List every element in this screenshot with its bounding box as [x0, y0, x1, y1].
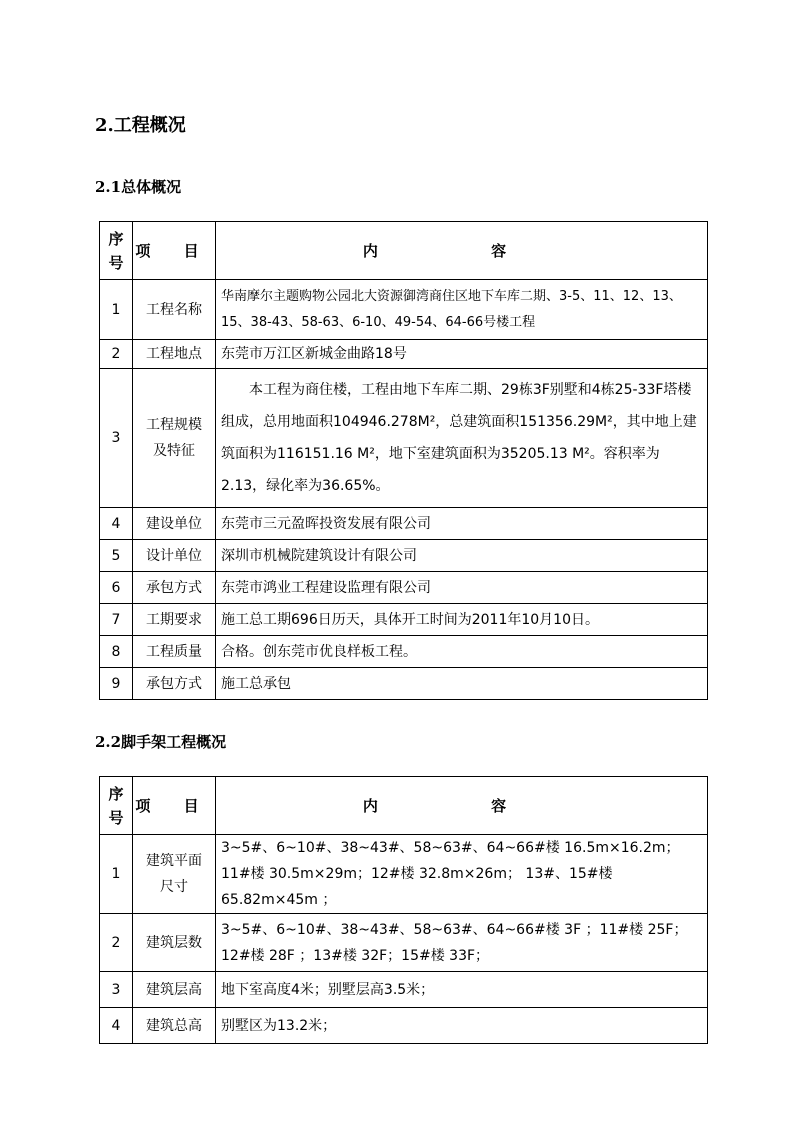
- row-item: 工程名称: [133, 280, 216, 340]
- page-heading: 2.工程概况: [95, 115, 186, 136]
- row-content: 东莞市万江区新城金曲路18号: [216, 340, 708, 369]
- table-header-row: [100, 222, 708, 280]
- table-row: [100, 604, 708, 636]
- header-content: 内 容: [216, 222, 708, 280]
- row-content: 深圳市机械院建筑设计有限公司: [216, 540, 708, 572]
- row-content: 3~5#、6~10#、38~43#、58~63#、64~66#楼 16.5m×16.2m；11#楼 30.5m×29m；12#楼 32.8m×26m； 13#、15#楼 65.82m×45m ；: [216, 835, 708, 914]
- row-item: 建筑总高: [133, 1008, 216, 1044]
- table-row: [100, 972, 708, 1008]
- row-item: 工期要求: [133, 604, 216, 636]
- table-row: [100, 835, 708, 914]
- scaffold-table: [99, 776, 708, 1044]
- row-item: 工程地点: [133, 340, 216, 369]
- table-header-row: [100, 777, 708, 835]
- row-number: 2: [100, 340, 133, 369]
- row-item: 工程质量: [133, 636, 216, 668]
- row-item: 建筑平面 尺寸: [133, 835, 216, 914]
- header-content: 内 容: [216, 777, 708, 835]
- table-row: [100, 369, 708, 508]
- row-number: 8: [100, 636, 133, 668]
- row-number: 6: [100, 572, 133, 604]
- row-content: 3~5#、6~10#、38~43#、58~63#、64~66#楼 3F ；11#楼 25F；12#楼 28F ；13#楼 32F；15#楼 33F；: [216, 914, 708, 972]
- row-number: 4: [100, 508, 133, 540]
- table-row: [100, 668, 708, 700]
- row-item: 承包方式: [133, 572, 216, 604]
- section-heading-scaffold: 2.2脚手架工程概况: [95, 733, 227, 751]
- row-content: 地下室高度4米；别墅层高3.5米；: [216, 972, 708, 1008]
- row-item: 建筑层数: [133, 914, 216, 972]
- row-number: 3: [100, 972, 133, 1008]
- row-item: 工程规模 及特征: [133, 369, 216, 508]
- row-content: 本工程为商住楼，工程由地下车库二期、29栋3F别墅和4栋25-33F塔楼组成，总用地面积104946.278M²，总建筑面积151356.29M²，其中地上建筑面积为116151.16 M²，地下室建筑面积为35205.13 M²。容积率为2.13，绿化率为36.65%。: [216, 369, 708, 508]
- table-row: [100, 572, 708, 604]
- row-number: 5: [100, 540, 133, 572]
- table-row: [100, 280, 708, 340]
- table-row: [100, 914, 708, 972]
- row-content: 东莞市三元盈晖投资发展有限公司: [216, 508, 708, 540]
- header-seq: 序 号: [100, 777, 133, 835]
- header-item: 项 目: [133, 777, 216, 835]
- table-row: [100, 508, 708, 540]
- table-row: [100, 340, 708, 369]
- row-content: 施工总工期696日历天，具体开工时间为2011年10月10日。: [216, 604, 708, 636]
- table-row: [100, 636, 708, 668]
- section-heading-overview: 2.1总体概况: [95, 178, 182, 196]
- row-item: 建筑层高: [133, 972, 216, 1008]
- row-number: 2: [100, 914, 133, 972]
- overview-table: [99, 221, 708, 700]
- row-item: 设计单位: [133, 540, 216, 572]
- header-item: 项 目: [133, 222, 216, 280]
- row-number: 9: [100, 668, 133, 700]
- row-number: 1: [100, 280, 133, 340]
- header-seq: 序 号: [100, 222, 133, 280]
- row-number: 4: [100, 1008, 133, 1044]
- row-number: 7: [100, 604, 133, 636]
- row-content: 华南摩尔主题购物公园北大资源御湾商住区地下车库二期、3-5、11、12、13、15、38-43、58-63、6-10、49-54、64-66号楼工程: [216, 280, 708, 340]
- row-content: 东莞市鸿业工程建设监理有限公司: [216, 572, 708, 604]
- row-content: 施工总承包: [216, 668, 708, 700]
- table-row: [100, 540, 708, 572]
- row-number: 3: [100, 369, 133, 508]
- row-number: 1: [100, 835, 133, 914]
- table-row: [100, 1008, 708, 1044]
- row-content: 别墅区为13.2米；: [216, 1008, 708, 1044]
- row-item: 建设单位: [133, 508, 216, 540]
- row-item: 承包方式: [133, 668, 216, 700]
- row-content: 合格。创东莞市优良样板工程。: [216, 636, 708, 668]
